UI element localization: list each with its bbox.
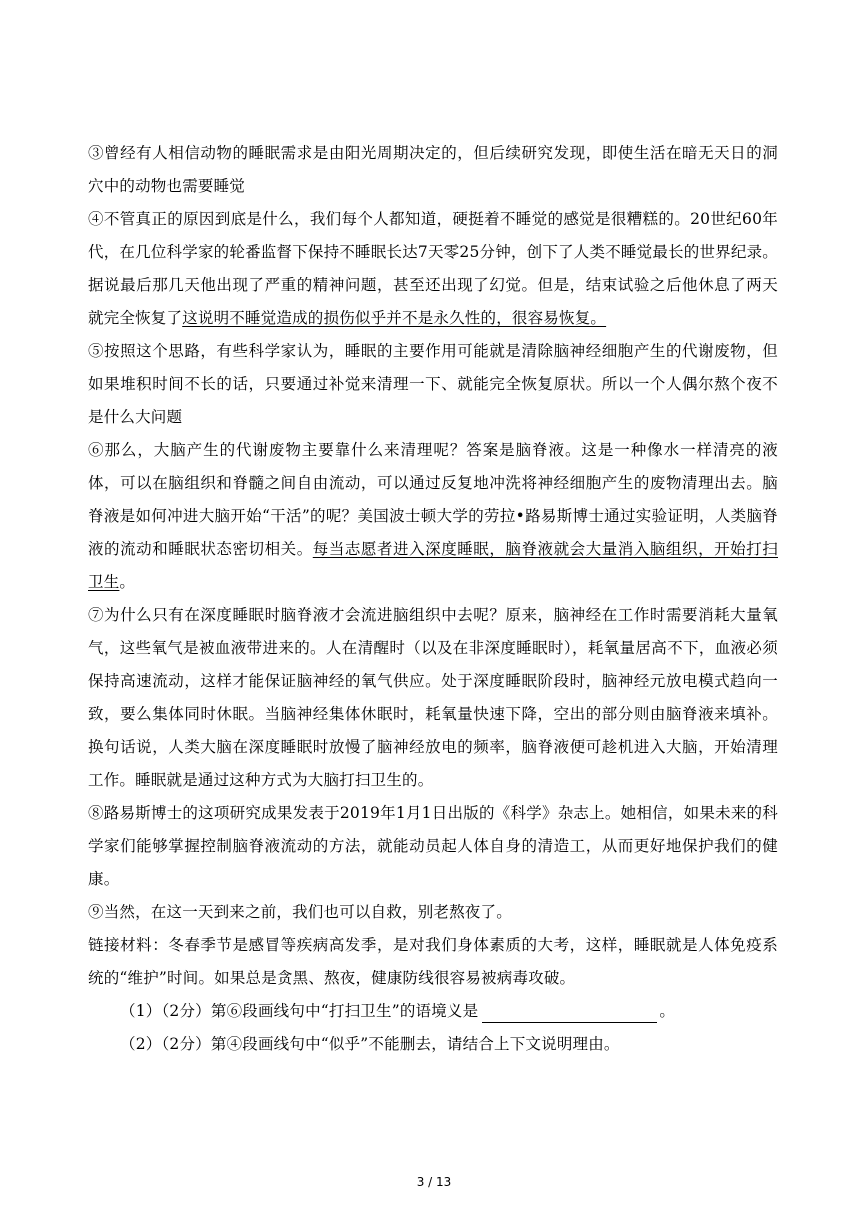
document-body — [88, 137, 778, 1061]
question-1 — [88, 995, 778, 1028]
question-1-text: （1）（2分）第⑥段画线句中“打扫卫生”的语境义是 — [120, 1002, 479, 1020]
paragraph-3: ③曾经有人相信动物的睡眠需求是由阳光周期决定的，但后续研究发现，即使生活在暗无天日的洞穴中的动物也需要睡觉 — [88, 144, 778, 195]
question-2: （2）（2分）第④段画线句中“似乎”不能删去，请结合上下文说明理由。 — [120, 1035, 620, 1053]
question-1-end: 。 — [659, 1002, 676, 1020]
paragraph-5: ⑤按照这个思路，有些科学家认为，睡眠的主要作用可能就是清除脑神经细胞产生的代谢废物，但如果堆积时间不长的话，只要通过补觉来清理一下、就能完全恢复原状。所以一个人偶尔熬个夜不是什么大问题 — [88, 342, 778, 426]
link-material: 链接材料：冬春季节是感冒等疾病高发季，是对我们身体素质的大考，这样，睡眠就是人体免疫系统的“维护”时间。如果总是贪黑、熬夜，健康防线很容易被病毒攻破。 — [88, 936, 778, 987]
paragraph-8: ⑧路易斯博士的这项研究成果发表于2019年1月1日出版的《科学》杂志上。她相信，如果未来的科学家们能够掌握控制脑脊液流动的方法，就能动员起人体自身的清造工，从而更好地保护我们的健康。 — [88, 804, 778, 888]
paragraph-4 — [88, 203, 778, 335]
paragraph-6 — [88, 434, 778, 599]
paragraph-7: ⑦为什么只有在深度睡眠时脑脊液才会流进脑组织中去呢？原来，脑神经在工作时需要消耗大量氧气，这些氧气是被血液带进来的。人在清醒时（以及在非深度睡眠时），耗氧量居高不下，血液必须保持高速流动，这样才能保证脑神经的氧气供应。处于深度睡眠阶段时，脑神经元放电模式趋向一致，要么集体同时休眠。当脑神经集体休眠时，耗氧量快速下降，空出的部分则由脑脊液来填补。换句话说，人类大脑在深度睡眠时放慢了脑神经放电的频率，脑脊液便可趁机进入大脑，开始清理工作。睡眠就是通过这种方式为大脑打扫卫生的。 — [88, 606, 778, 789]
paragraph-9: ⑨当然，在这一天到来之前，我们也可以自救，别老熬夜了。 — [88, 903, 512, 921]
page-number: 3 / 13 — [416, 1175, 452, 1189]
paragraph-4-text: ④不管真正的原因到底是什么，我们每个人都知道，硬挺着不睡觉的感觉是很糟糕的。20世纪60年代，在几位科学家的轮番监督下保持不睡眠长达7天零25分钟，创下了人类不睡觉最长的世界纪录。据说最后那几天他出现了严重的精神问题，甚至还出现了幻觉。但是，结束试验之后他休息了两天就完全恢复了 — [88, 210, 778, 327]
paragraph-6-text: ⑥那么，大脑产生的代谢废物主要靠什么来清理呢？答案是脑脊液。这是一种像水一样清亮的液体，可以在脑组织和脊髓之间自由流动，可以通过反复地冲洗将神经细胞产生的废物清理出去。脑脊液是如何冲进大脑开始“干活”的呢？美国波士顿大学的劳拉•路易斯博士通过实验证明，人类脑脊液的流动和睡眠状态密切相关。 — [88, 441, 778, 558]
paragraph-6-underlined-sentence: 每当志愿者进入深度睡眠，脑脊液就会大量消入脑组织，开始打扫卫生 — [88, 540, 778, 591]
paragraph-6-end: 。 — [119, 573, 136, 591]
answer-blank[interactable] — [482, 1002, 657, 1023]
paragraph-4-underlined-sentence: 这说明不睡觉造成的损伤似乎并不是永久性的，很容易恢复。 — [182, 309, 607, 327]
